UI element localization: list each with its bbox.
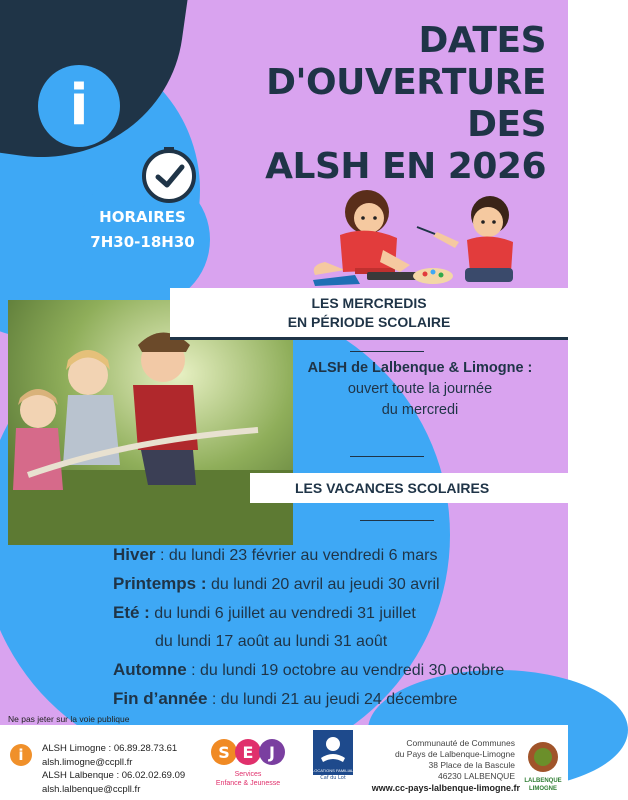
page-title xyxy=(216,20,546,188)
website-link[interactable]: www.cc-pays-lalbenque-limogne.fr xyxy=(371,783,520,793)
wednesdays-line: LES MERCREDIS xyxy=(311,295,427,311)
sej-letter: S xyxy=(218,743,230,762)
alsh-line: du mercredi xyxy=(381,402,459,418)
schedule-dates: du lundi 17 août au lundi 31 août xyxy=(155,633,388,650)
info-icon: i xyxy=(10,744,32,766)
schedule-row xyxy=(113,599,563,628)
sej-subtitle: Enfance & Jeunesse xyxy=(215,780,281,787)
schedule-period: Eté : xyxy=(113,603,150,622)
divider xyxy=(350,456,424,457)
info-icon-glyph: i xyxy=(69,73,89,138)
wednesdays-line: EN PÉRIODE SCOLAIRE xyxy=(287,314,451,330)
divider xyxy=(360,520,434,521)
schedule-row xyxy=(113,685,563,714)
schedule-period: Fin d’année xyxy=(113,689,208,708)
caf-label: Caf du Lot xyxy=(320,775,346,781)
sej-logo xyxy=(208,736,288,788)
address-line: 46230 LALBENQUE xyxy=(437,771,515,781)
sej-letter: J xyxy=(269,743,275,762)
contacts-block xyxy=(42,742,185,796)
sej-letter: E xyxy=(242,743,254,762)
address-line: Communauté de Communes xyxy=(406,738,515,748)
alsh-wednesday-info xyxy=(290,358,550,421)
contact-line: alsh.lalbenque@ccpll.fr xyxy=(42,783,141,795)
address-line: du Pays de Lalbenque-Limogne xyxy=(394,749,515,759)
title-line: D'OUVERTURE DES xyxy=(266,62,546,145)
caf-logo xyxy=(307,730,359,775)
schedule-period: Printemps : xyxy=(113,574,207,593)
footer-note: Ne pas jeter sur la voie publique xyxy=(8,714,130,724)
kids-painting-illustration xyxy=(305,180,535,292)
address-line: 38 Place de la Bascule xyxy=(428,760,515,770)
schedule-dates: du lundi 6 juillet au vendredi 31 juillet xyxy=(149,605,416,622)
schedule-row xyxy=(113,628,563,656)
community-address xyxy=(380,738,515,782)
lalbenque-limogne-logo xyxy=(522,735,564,793)
hours-text xyxy=(75,205,210,255)
caf-label: ALLOCATIONS FAMILIALES xyxy=(307,768,359,773)
clock-check-icon xyxy=(140,147,198,205)
schedule-row xyxy=(113,656,563,685)
wednesdays-banner xyxy=(170,288,568,340)
sej-subtitle: Services xyxy=(234,771,262,778)
vacations-banner: LES VACANCES SCOLAIRES xyxy=(250,473,568,503)
schedule-dates: : du lundi 21 au jeudi 24 décembre xyxy=(207,691,458,708)
vacation-schedule xyxy=(113,541,563,714)
contact-line: alsh.limogne@ccpll.fr xyxy=(42,756,133,768)
schedule-dates: : du lundi 23 février au vendredi 6 mars xyxy=(155,547,438,564)
schedule-dates: du lundi 20 avril au jeudi 30 avril xyxy=(206,576,440,593)
alsh-line: ouvert toute la journée xyxy=(347,381,493,397)
info-icon xyxy=(38,65,120,147)
schedule-period: Hiver xyxy=(113,545,156,564)
schedule-dates: : du lundi 19 octobre au vendredi 30 octobre xyxy=(186,662,505,679)
banner-underline xyxy=(170,337,568,340)
hours-value: 7H30-18H30 xyxy=(90,233,195,251)
schedule-row xyxy=(113,541,563,570)
region-logo-text: LIMOGNE xyxy=(529,786,557,792)
region-logo-text: LALBENQUE xyxy=(524,778,562,784)
contact-line: ALSH Limogne : 06.89.28.73.61 xyxy=(42,743,178,754)
title-line: DATES xyxy=(418,20,546,61)
schedule-period: Automne xyxy=(113,660,187,679)
contact-line: ALSH Lalbenque : 06.02.02.69.09 xyxy=(42,770,186,781)
divider xyxy=(350,351,424,352)
hours-label: HORAIRES xyxy=(99,208,186,226)
alsh-name: ALSH de Lalbenque & Limogne : xyxy=(307,360,533,376)
schedule-row xyxy=(113,570,563,599)
title-line: ALSH EN 2026 xyxy=(265,146,546,187)
